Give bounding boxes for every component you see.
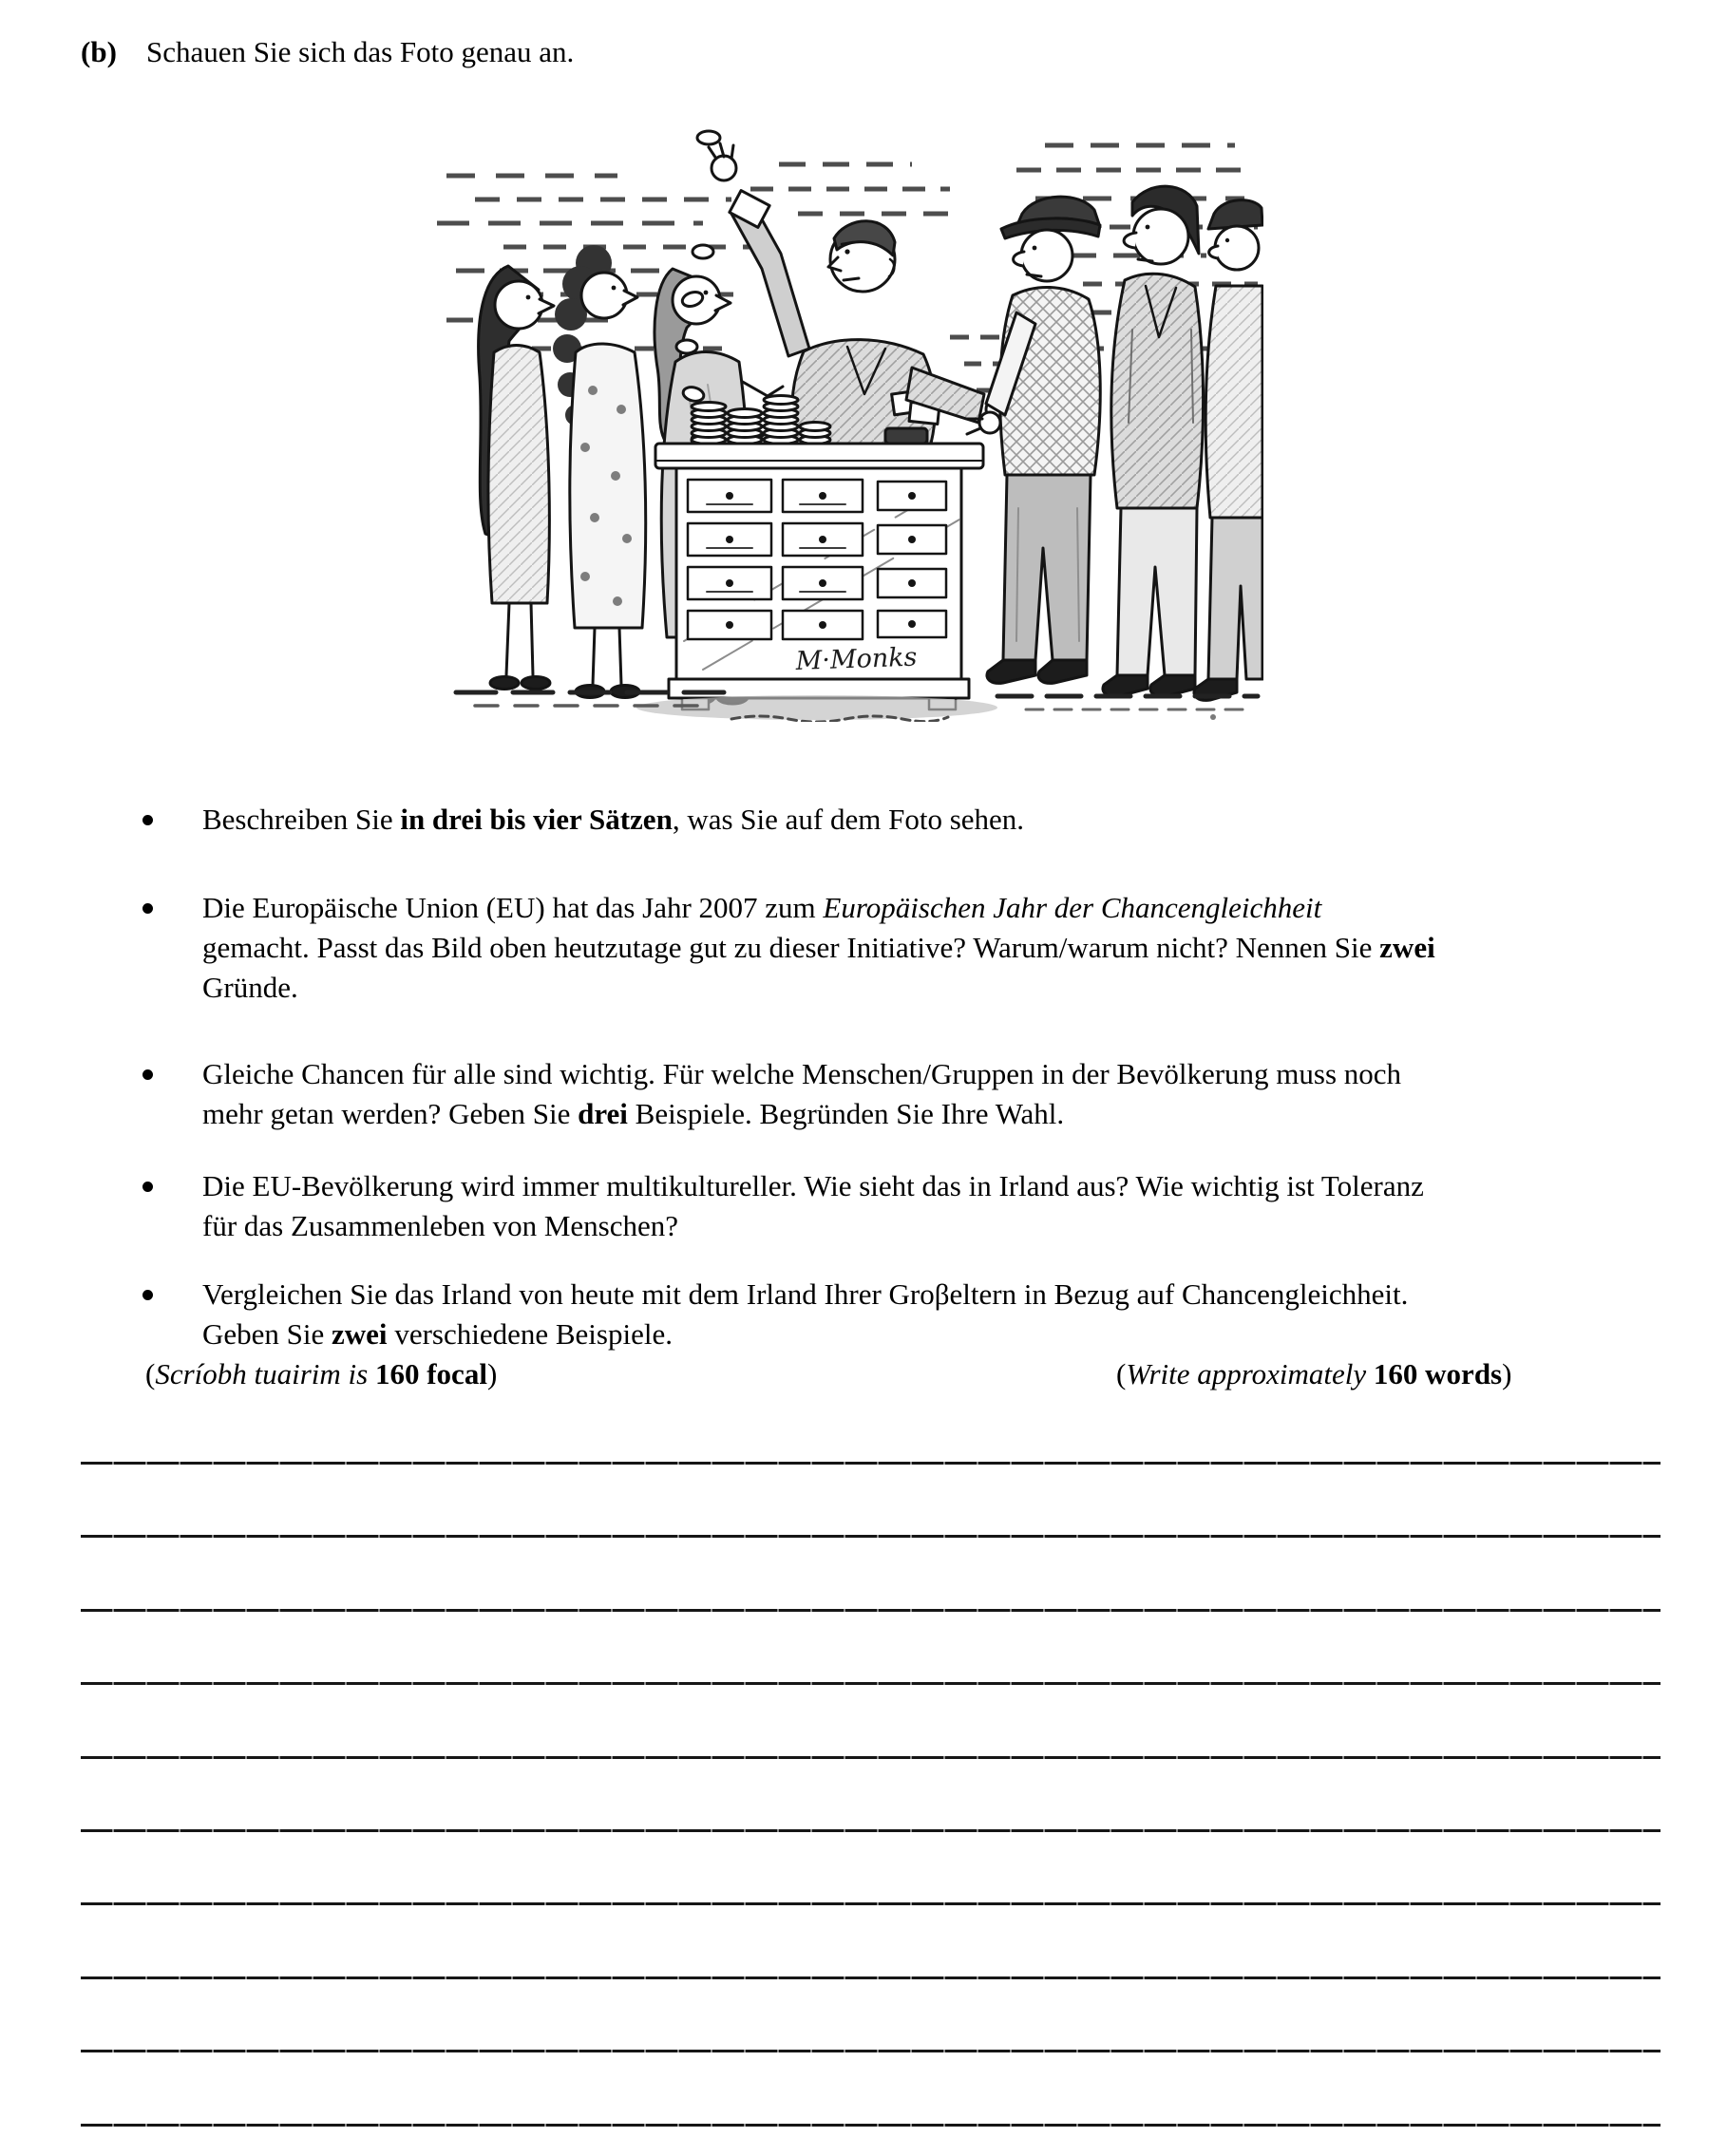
word-count-english: [1116, 1354, 1511, 1394]
bullet-line: [202, 888, 1435, 928]
text-segment: Gründe.: [202, 971, 298, 1004]
answer-line: [81, 2124, 1661, 2127]
answer-line: [81, 2050, 1661, 2052]
question-part-label: (b): [81, 35, 117, 68]
text-segment: gemacht. Passt das Bild oben heutzutage gut zu dieser Initiative? Warum/warum nicht? Nennen Sie: [202, 931, 1380, 964]
text-segment: (: [145, 1357, 156, 1390]
question-header: [0, 32, 1727, 74]
artist-signature: M·Monks: [795, 642, 918, 676]
text-segment: Geben Sie: [202, 1317, 332, 1351]
text-segment: zwei: [332, 1317, 388, 1351]
answer-line: [81, 1976, 1661, 1979]
text-segment: Beispiele. Begründen Sie Ihre Wahl.: [627, 1097, 1065, 1130]
text-segment: ): [1502, 1357, 1512, 1390]
bullet-icon: [142, 903, 153, 914]
text-segment: 160 words: [1373, 1357, 1503, 1390]
bullet-line: [202, 800, 1024, 840]
cartoon-illustration: [418, 109, 1263, 722]
text-segment: verschiedene Beispiele.: [387, 1317, 673, 1351]
bullet-line: [202, 1206, 1424, 1246]
answer-line: [81, 1902, 1661, 1905]
text-segment: drei: [578, 1097, 628, 1130]
bullet-icon: [142, 1182, 153, 1192]
text-segment: Europäischen Jahr der Chancengleichheit: [823, 891, 1322, 924]
text-segment: Gleiche Chancen für alle sind wichtig. Für welche Menschen/Gruppen in der Bevölkerung muss noch: [202, 1057, 1402, 1090]
text-segment: , was Sie auf dem Foto sehen.: [672, 803, 1025, 836]
answer-line: [81, 1462, 1661, 1465]
answer-line: [81, 1609, 1661, 1612]
text-segment: Die Europäische Union (EU) hat das Jahr 2007 zum: [202, 891, 824, 924]
text-segment: Write approximately: [1126, 1357, 1367, 1390]
answer-line: [81, 1756, 1661, 1759]
text-segment: [368, 1357, 375, 1390]
woman-figure-2: [553, 245, 646, 698]
bullet-icon: [142, 815, 153, 825]
bullet-icon: [142, 1069, 153, 1080]
bullet-line: [202, 1314, 1408, 1354]
answer-line: [81, 1829, 1661, 1832]
answer-line: [81, 1682, 1661, 1685]
man-figure-1: [967, 197, 1100, 683]
text-segment: Scríobh tuairim is: [155, 1357, 369, 1390]
text-segment: mehr getan werden? Geben Sie: [202, 1097, 579, 1130]
bullet-line: [202, 1275, 1408, 1314]
text-segment: für das Zusammenleben von Menschen?: [202, 1209, 679, 1242]
text-segment: in drei bis vier Sätzen: [400, 803, 673, 836]
text-segment: Vergleichen Sie das Irland von heute mit dem Irland Ihrer Groβeltern in Bezug auf Chancengleichheit.: [202, 1277, 1409, 1311]
man-figure-3: [1194, 200, 1262, 701]
text-segment: 160 focal: [374, 1357, 487, 1390]
bullet-line: [202, 1166, 1424, 1206]
text-segment: Beschreiben Sie: [202, 803, 401, 836]
word-count-irish: [145, 1354, 497, 1394]
chest-of-drawers: [655, 444, 983, 709]
text-segment: Die EU-Bevölkerung wird immer multikultureller. Wie sieht das in Irland aus? Wie wichtig ist Toleranz: [202, 1169, 1424, 1202]
question-instruction: Schauen Sie sich das Foto genau an.: [146, 35, 575, 68]
bullet-line: [202, 1054, 1401, 1094]
bullet-line: [202, 968, 1435, 1008]
answer-line: [81, 1535, 1661, 1538]
text-segment: (: [1116, 1357, 1127, 1390]
text-segment: ): [486, 1357, 498, 1390]
bullet-line: [202, 928, 1435, 968]
bullet-line: [202, 1094, 1401, 1134]
man-figure-2: [1103, 186, 1204, 696]
text-segment: zwei: [1379, 931, 1435, 964]
woman-figure-1: [479, 266, 554, 690]
bullet-icon: [142, 1290, 153, 1300]
ground-shading: [456, 692, 1258, 722]
text-segment: [1366, 1357, 1374, 1390]
